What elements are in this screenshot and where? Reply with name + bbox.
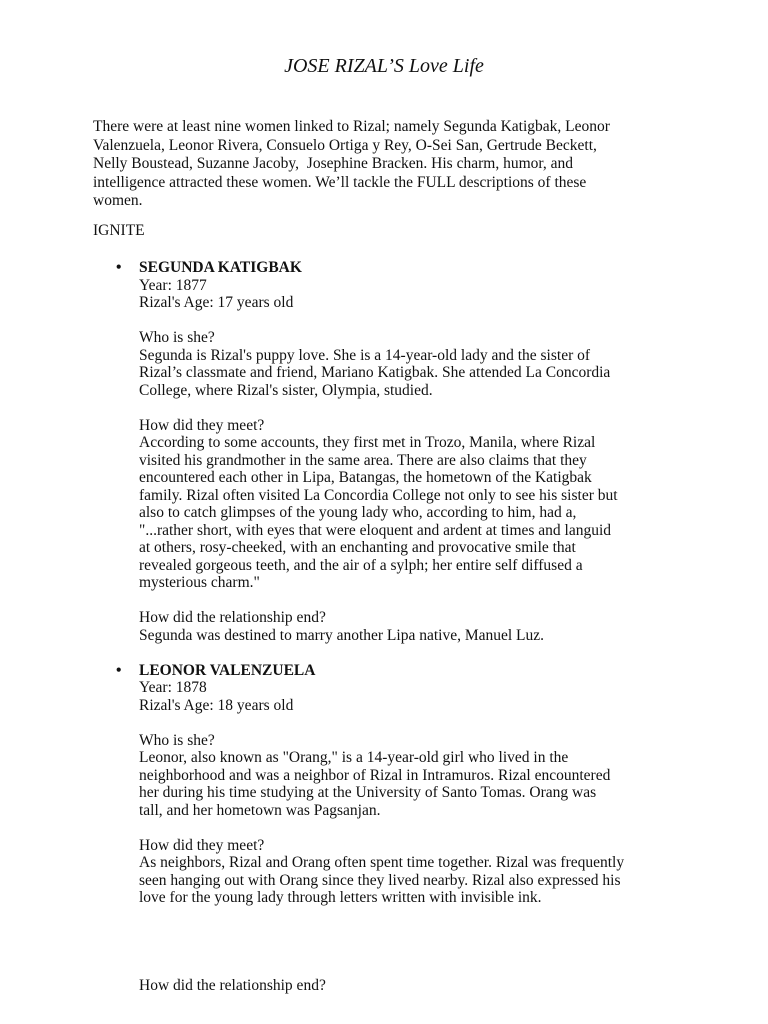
end-answer: Segunda was destined to marry another Lipa native, Manuel Luz. xyxy=(139,626,545,644)
who-section xyxy=(139,732,624,820)
end-question: How did the relationship end? xyxy=(139,609,326,626)
women-list xyxy=(116,259,625,994)
woman-name: SEGUNDA KATIGBAK xyxy=(139,259,302,276)
woman-name: LEONOR VALENZUELA xyxy=(139,661,316,679)
meet-question: How did they meet? xyxy=(139,836,265,854)
who-question: Who is she? xyxy=(139,329,215,346)
bullet-marker: • xyxy=(116,661,122,679)
rizal-age-line: Rizal's Age: 18 years old xyxy=(139,696,294,714)
who-answer: Segunda is Rizal's puppy love. She is a 14-year-old lady and the sister of Rizal’s classmate and friend, Mariano Katigbak. She attended La Concordia College, where Rizal's sister, Olympia, studied. xyxy=(139,346,611,399)
who-answer: Leonor, also known as "Orang," is a 14-year-old girl who lived in the neighborhood and was a neighbor of Rizal in Intramuros. Rizal encountered her during his time studying at the University of Santo Tomas. Orang was tall, and her hometown was Pagsanjan. xyxy=(139,749,611,819)
meet-section xyxy=(139,837,624,907)
year-line: Year: 1878 xyxy=(139,679,207,696)
year-line: Year: 1877 xyxy=(139,276,207,294)
rizal-age-line: Rizal's Age: 17 years old xyxy=(139,294,294,311)
intro-paragraph: There were at least nine women linked to Rizal; namely Segunda Katigbak, Leonor Valenzuela, Leonor Rivera, Consuelo Ortiga y Rey, O-Sei San, Gertrude Beckett, Nelly Boustead, Suzanne Jacoby, Josephine Bracken. His charm, humor, and intelligence attracted these women. We’ll tackle the FULL descriptions of these women. xyxy=(93,118,610,209)
meet-question: How did they meet? xyxy=(139,416,265,434)
end-section xyxy=(139,609,624,644)
list-item-segunda-katigbak xyxy=(116,259,624,644)
document-title: JOSE RIZAL’S Love Life xyxy=(284,55,484,77)
list-item-leonor-valenzuela xyxy=(116,661,625,995)
meet-answer: As neighbors, Rizal and Orang often spent time together. Rizal was frequently seen hanging out with Orang since they lived nearby. Rizal also expressed his love for the young lady through letters written with invisible ink. xyxy=(139,854,625,906)
who-question: Who is she? xyxy=(139,731,215,749)
meet-answer: According to some accounts, they first met in Trozo, Manila, where Rizal visited his grandmother in the same area. There are also claims that they encountered each other in Lipa, Batangas, the hometown of the Katigbak family. Rizal often visited La Concordia College not only to see his sister but also to catch glimpses of the young lady who, according to him, had a, "...rather short, with eyes that were eloquent and ardent at times and languid at others, rosy-cheeked, with an enchanting and provocative smile that revealed gorgeous teeth, and the air of a sylph; her entire self diffused a mysterious charm." xyxy=(139,434,618,591)
bullet-marker: • xyxy=(116,259,122,276)
meet-section xyxy=(139,417,624,592)
who-section xyxy=(139,329,624,399)
end-section xyxy=(139,977,624,995)
section-label: IGNITE xyxy=(93,222,145,239)
end-question: How did the relationship end? xyxy=(139,976,326,994)
